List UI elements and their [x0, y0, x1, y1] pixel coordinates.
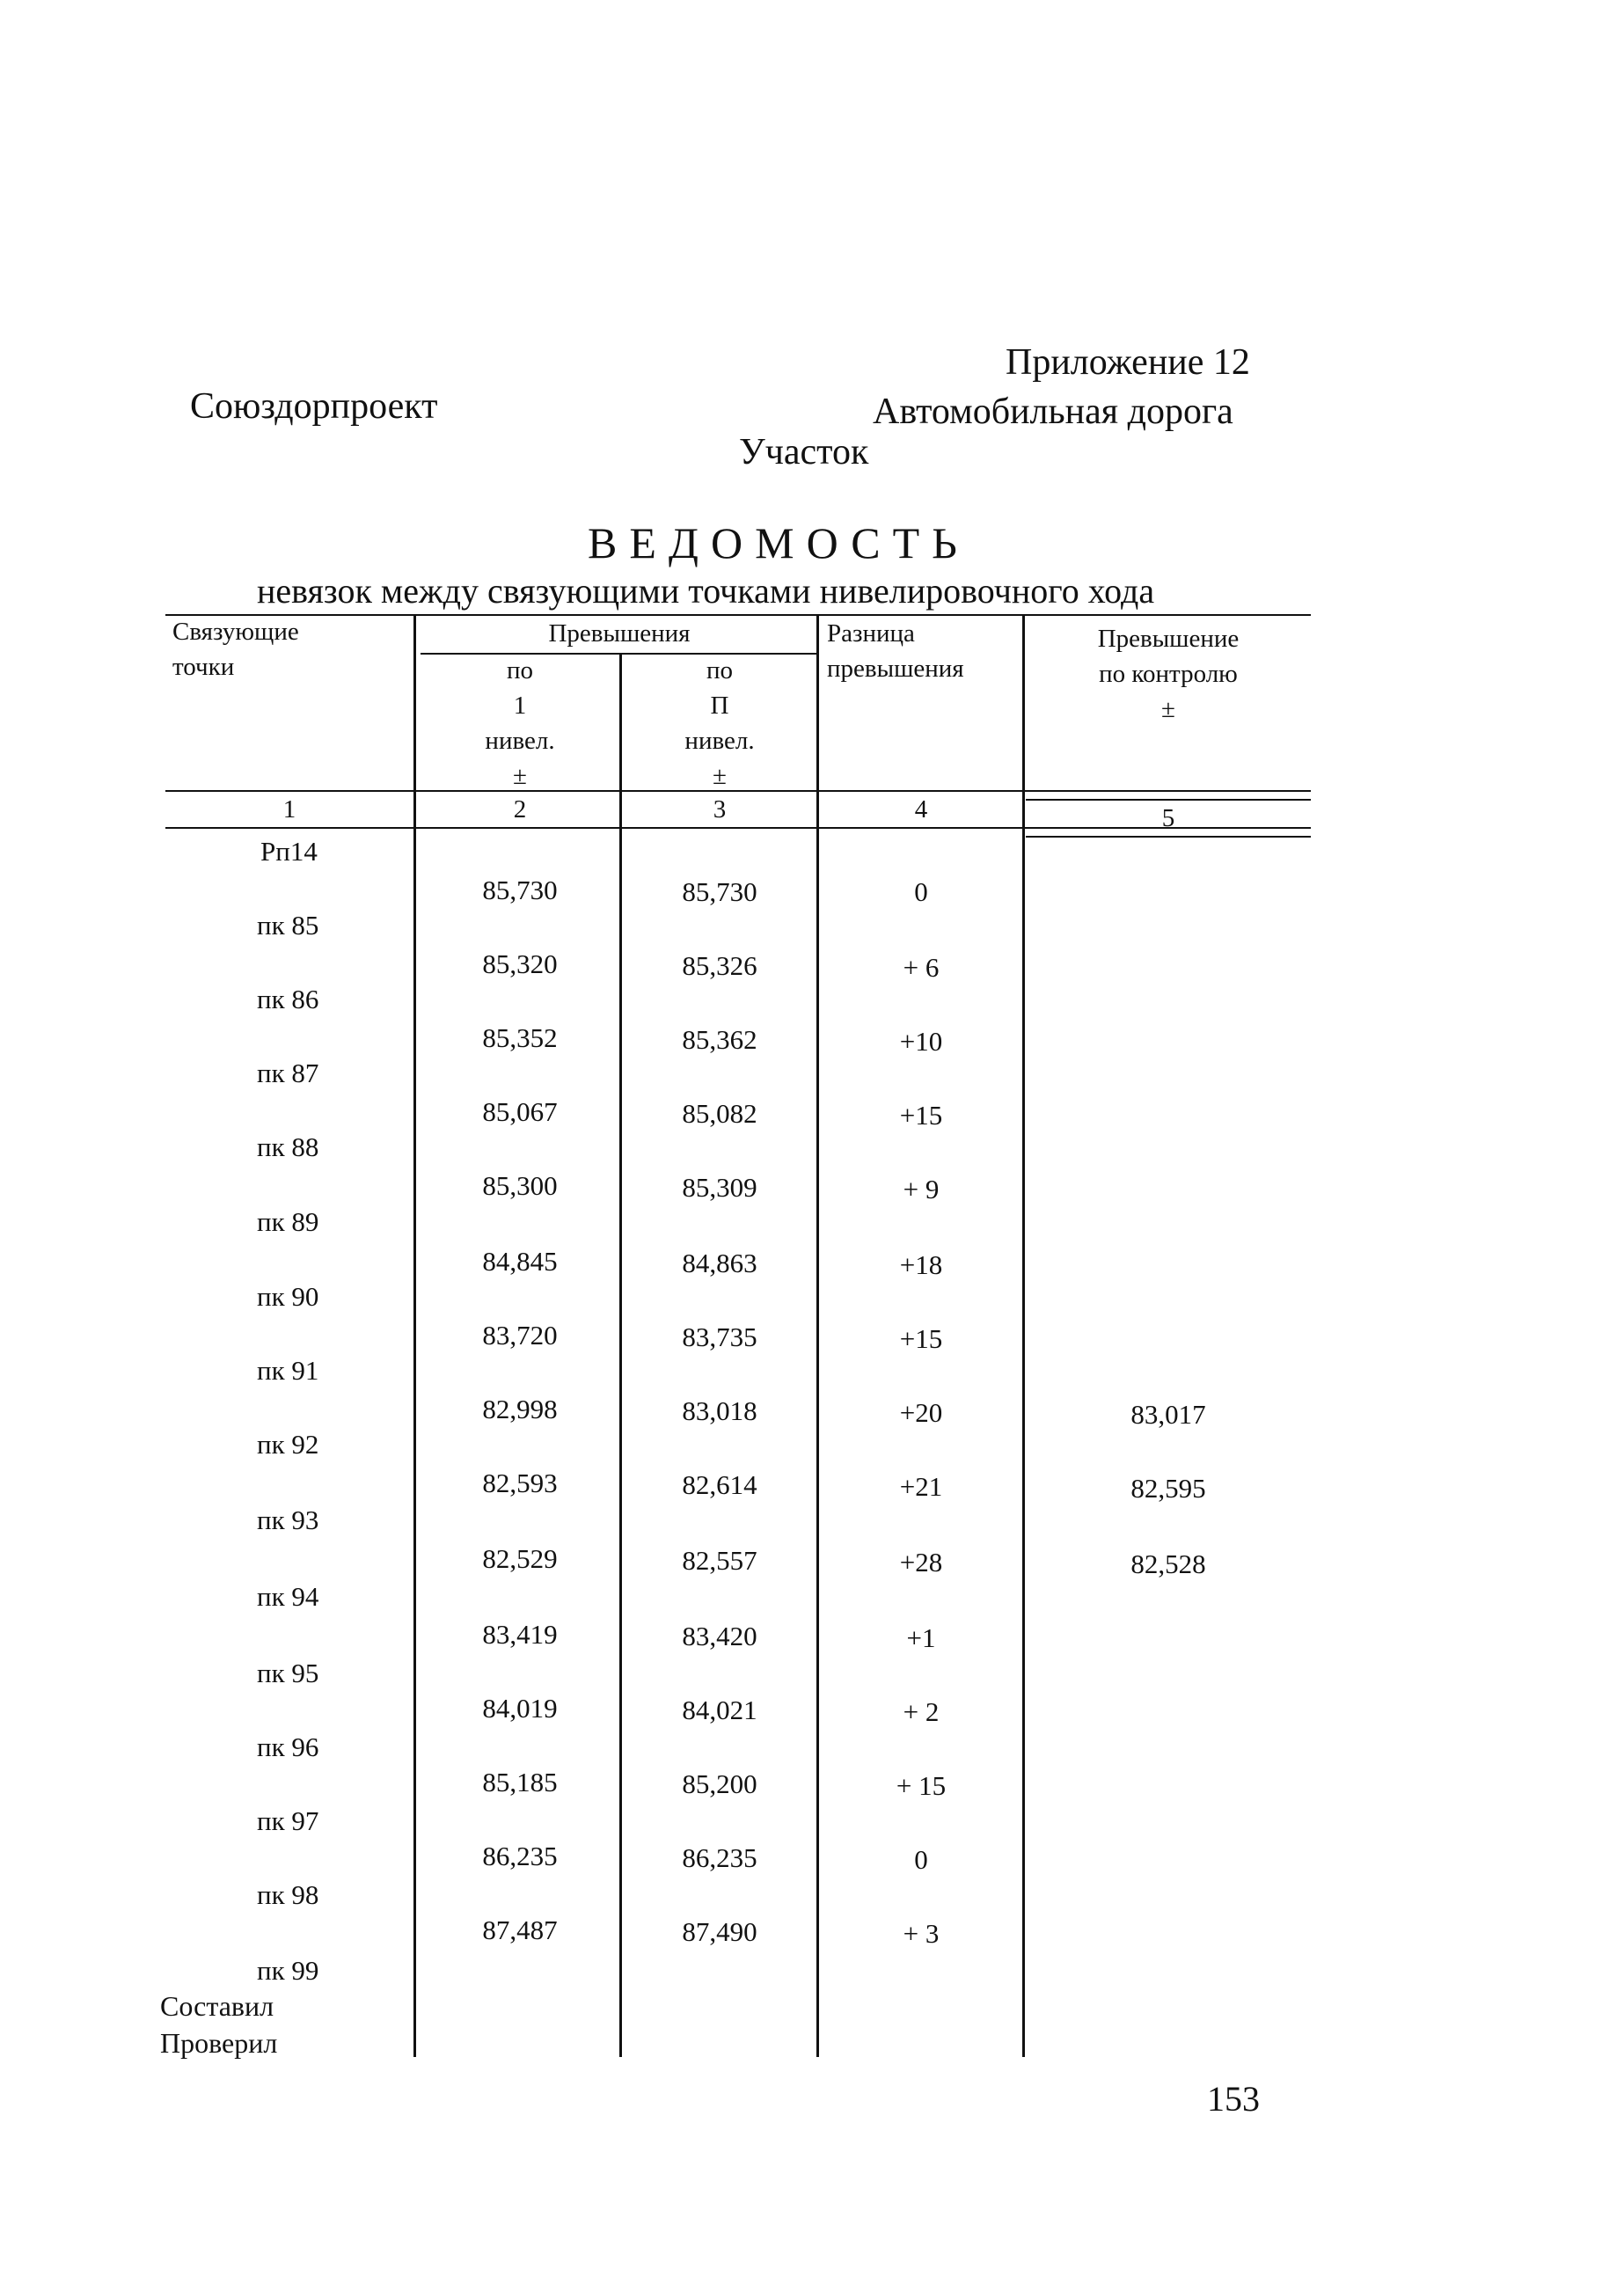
header-control	[1026, 621, 1311, 727]
level-1-value: 84,845	[482, 1246, 558, 1277]
point-label: пк 94	[257, 1581, 319, 1612]
column-rule-4	[1022, 614, 1025, 2057]
point-label: пк 85	[257, 910, 319, 941]
level-2-value: 85,200	[682, 1768, 757, 1799]
column-rule-3	[816, 614, 819, 2057]
header-difference	[827, 616, 964, 686]
header-level-1-line-1: по	[506, 656, 534, 684]
point-label: пк 98	[257, 1879, 319, 1910]
header-points-line-2: точки	[172, 653, 235, 681]
organization-name: Союздорпроект	[190, 386, 438, 427]
control-number-bottom-rule	[1026, 836, 1311, 838]
appendix-label: Приложение 12	[1006, 342, 1250, 383]
header-elevations: Превышения	[548, 619, 691, 648]
header-level-2-line-2: П	[710, 692, 729, 720]
level-1-value: 85,352	[482, 1022, 558, 1053]
point-label: пк 99	[257, 1955, 319, 1986]
header-points	[172, 614, 299, 684]
level-1-value: 84,019	[482, 1693, 558, 1724]
column-number-3: 3	[713, 795, 727, 824]
level-1-value: 85,185	[482, 1767, 558, 1797]
header-level-1-line-2: 1	[513, 692, 527, 720]
header-level-2-line-4: ±	[713, 762, 727, 790]
difference-value: + 3	[903, 1918, 940, 1949]
page-number: 153	[1207, 2079, 1260, 2119]
point-label: пк 87	[257, 1058, 319, 1088]
difference-value: +18	[899, 1249, 943, 1280]
level-1-value: 85,300	[482, 1170, 558, 1201]
header-control-line-1: Превышение	[1097, 625, 1240, 653]
control-value: 82,595	[1130, 1473, 1206, 1504]
level-2-value: 84,021	[682, 1695, 757, 1725]
header-points-line-1: Связующие	[172, 618, 299, 646]
column-number-1: 1	[282, 795, 296, 824]
level-2-value: 84,863	[682, 1248, 757, 1278]
level-1-value: 85,730	[482, 875, 558, 905]
difference-value: + 9	[903, 1174, 940, 1204]
header-level-1-line-3: нивел.	[485, 727, 555, 755]
difference-value: +20	[899, 1397, 943, 1428]
point-label: пк 86	[257, 984, 319, 1014]
point-label: пк 91	[257, 1355, 319, 1386]
level-2-value: 83,018	[682, 1395, 757, 1426]
point-label: пк 93	[257, 1504, 319, 1535]
column-rule-2	[619, 655, 622, 2057]
level-2-value: 82,557	[682, 1545, 757, 1576]
difference-value: +15	[899, 1100, 943, 1131]
point-label: пк 96	[257, 1731, 319, 1762]
control-value: 82,528	[1130, 1548, 1206, 1579]
column-rule-1	[413, 614, 416, 2057]
difference-value: + 15	[896, 1770, 947, 1801]
difference-value: +15	[899, 1323, 943, 1354]
header-level-2-line-1: по	[706, 656, 734, 684]
level-2-value: 85,730	[682, 876, 757, 907]
point-label: пк 88	[257, 1131, 319, 1162]
level-1-value: 82,529	[482, 1543, 558, 1574]
column-number-4: 4	[914, 795, 928, 824]
header-level-1	[421, 653, 619, 794]
difference-value: +1	[906, 1622, 936, 1653]
control-value: 83,017	[1130, 1399, 1206, 1430]
difference-value: + 6	[903, 952, 940, 983]
column-number-5: 5	[1161, 804, 1175, 832]
header-difference-line-1: Разница	[827, 619, 915, 648]
difference-value: + 2	[903, 1696, 940, 1727]
level-2-value: 85,326	[682, 950, 757, 981]
point-label: Рп14	[260, 836, 318, 867]
header-difference-line-2: превышения	[827, 655, 964, 683]
level-2-value: 85,362	[682, 1024, 757, 1055]
point-label: пк 90	[257, 1281, 319, 1312]
level-1-value: 83,720	[482, 1320, 558, 1351]
level-2-value: 83,420	[682, 1621, 757, 1651]
difference-value: 0	[914, 1844, 928, 1875]
level-2-value: 87,490	[682, 1916, 757, 1947]
road-label: Автомобильная дорога	[873, 392, 1233, 432]
section-label: Участок	[739, 432, 869, 472]
header-level-2-line-3: нивел.	[684, 727, 755, 755]
level-2-value: 86,235	[682, 1842, 757, 1873]
level-1-value: 85,067	[482, 1096, 558, 1127]
header-control-line-3: ±	[1161, 695, 1175, 723]
level-1-value: 82,593	[482, 1468, 558, 1498]
compiled-by-label: Составил	[160, 1990, 274, 2022]
level-2-value: 82,614	[682, 1469, 757, 1500]
checked-by-label: Проверил	[160, 2027, 278, 2059]
point-label: пк 92	[257, 1429, 319, 1460]
header-level-2	[623, 653, 816, 794]
header-level-1-line-4: ±	[513, 762, 527, 790]
column-number-2: 2	[513, 795, 527, 824]
level-2-value: 85,309	[682, 1172, 757, 1203]
level-1-value: 86,235	[482, 1841, 558, 1871]
point-label: пк 89	[257, 1206, 319, 1237]
point-label: пк 97	[257, 1805, 319, 1836]
level-2-value: 83,735	[682, 1321, 757, 1352]
difference-value: +21	[899, 1471, 943, 1502]
point-label: пк 95	[257, 1658, 319, 1688]
document-title: ВЕДОМОСТЬ	[588, 518, 969, 567]
level-1-value: 87,487	[482, 1914, 558, 1945]
header-control-line-2: по контролю	[1099, 660, 1238, 688]
difference-value: +28	[899, 1547, 943, 1578]
difference-value: 0	[914, 876, 928, 907]
level-1-value: 82,998	[482, 1394, 558, 1424]
level-1-value: 83,419	[482, 1619, 558, 1650]
level-2-value: 85,082	[682, 1098, 757, 1129]
level-1-value: 85,320	[482, 948, 558, 979]
document-subtitle: невязок между связующими точками нивелировочного хода	[257, 571, 1155, 611]
difference-value: +10	[899, 1026, 943, 1057]
